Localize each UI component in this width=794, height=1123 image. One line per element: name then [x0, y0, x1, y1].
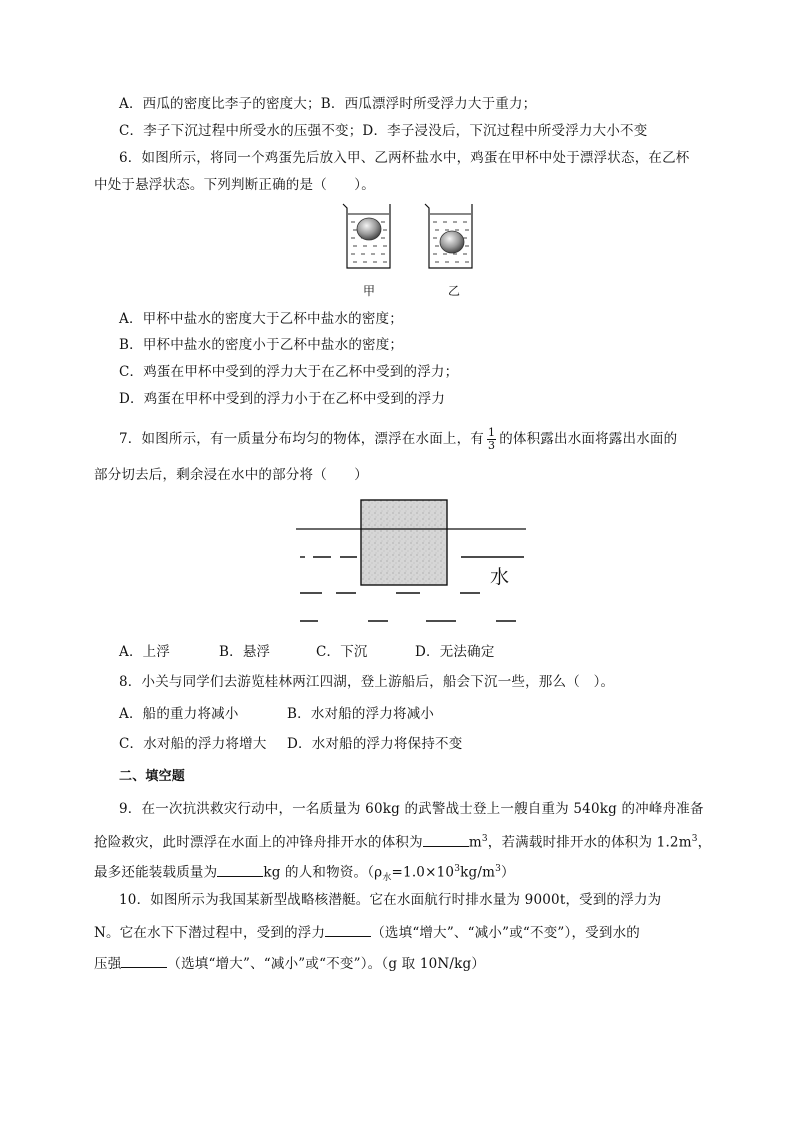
- water-label: 水: [490, 566, 510, 588]
- q7-floating-block-figure: [296, 494, 528, 628]
- q9-line3-text: 最多还能装载质量为: [94, 864, 218, 881]
- q9-line2-text: 抢险救灾，此时漂浮在水面上的冲锋舟排开水的体积为: [94, 834, 423, 851]
- q5-options-cd: C．李子下沉过程中所受水的压强不变；D．李子浸没后，下沉过程中所受浮力大小不变: [119, 123, 648, 139]
- beaker-yi: [425, 204, 472, 268]
- exponent: 3: [454, 864, 461, 874]
- exponent: 3: [495, 864, 502, 874]
- q7-option-b: B．悬浮: [219, 644, 271, 660]
- q7-stem-part2: 的体积露出水面将露出水面的: [499, 431, 678, 447]
- q6-beakers-figure: [335, 198, 485, 276]
- q7-stem-line1: [119, 427, 677, 452]
- fraction-denominator: 3: [488, 439, 496, 452]
- q10-line2-text: N。它在水下下潜过程中，受到的浮力: [94, 925, 326, 941]
- q9-line3-text-b: kg 的人和物资。（ρ: [263, 864, 383, 881]
- exponent: 3: [691, 834, 698, 844]
- q7-option-a: A．上浮: [119, 644, 171, 660]
- q9-line3-text-d: kg/m: [460, 864, 496, 881]
- q9-line3-text-e: ）: [501, 864, 515, 881]
- q6-option-d: D．鸡蛋在甲杯中受到的浮力小于在乙杯中受到的浮力: [119, 391, 446, 407]
- q8-options-row2: [119, 735, 463, 753]
- answer-blank[interactable]: [121, 953, 167, 968]
- q10-line2: [94, 922, 640, 942]
- q6-option-b: B．甲杯中盐水的密度小于乙杯中盐水的密度；: [119, 337, 404, 353]
- q6-option-a: A．甲杯中盐水的密度大于乙杯中盐水的密度；: [119, 311, 403, 327]
- beaker-jia: [343, 204, 390, 268]
- q8-option-c: C．水对船的浮力将增大: [119, 736, 267, 752]
- q8-option-a: A．船的重力将减小: [119, 706, 239, 722]
- q7-fraction: [487, 427, 496, 452]
- q8-options-row1: [119, 705, 435, 723]
- answer-blank[interactable]: [423, 832, 469, 847]
- q9-line3-text-c: =1.0×10: [391, 864, 455, 881]
- floating-block: [361, 500, 447, 585]
- q9-line2: [94, 830, 711, 852]
- q10-line3-text-b: （选填“增大”、“减小”或“不变”）。（g 取 10N/kg）: [167, 956, 486, 972]
- q8-stem: 8．小关与同学们去游览桂林两江四湖，登上游船后，船会下沉一些，那么（ ）。: [119, 674, 615, 690]
- answer-blank[interactable]: [325, 922, 371, 937]
- q7-options: [119, 643, 495, 661]
- unit-text: m: [468, 834, 482, 851]
- q6-option-c: C．鸡蛋在甲杯中受到的浮力大于在乙杯中受到的浮力；: [119, 364, 459, 380]
- exponent: 3: [481, 834, 488, 844]
- q10-line1: 10．如图所示为我国某新型战略核潜艇。它在水面航行时排水量为 9000t，受到的浮力为: [119, 892, 662, 908]
- fraction-numerator: 1: [488, 426, 496, 439]
- q9-line2-text-b: ，若满载时排开水的体积为 1.2m: [487, 834, 692, 851]
- q9-line1: 9．在一次抗洪救灾行动中，一名质量为 60kg 的武警战士登上一艘自重为 540kg 的冲峰舟准备: [119, 801, 704, 817]
- egg-yi: [440, 231, 464, 253]
- q9-line3: [94, 860, 515, 887]
- subscript-water: 水: [382, 873, 392, 884]
- q10-line2-text-b: （选填“增大”、“减小”或“不变”），受到水的: [371, 925, 640, 941]
- q5-options-ab: A．西瓜的密度比李子的密度大；B．西瓜漂浮时所受浮力大于重力；: [119, 96, 537, 112]
- q7-option-c: C．下沉: [316, 644, 368, 660]
- q10-line3-text: 压强: [94, 956, 122, 972]
- egg-jia: [357, 218, 381, 240]
- answer-blank[interactable]: [217, 862, 263, 877]
- q6-stem-line2: 中处于悬浮状态。下列判断正确的是（ ）。: [94, 177, 375, 193]
- q10-line3: [94, 953, 485, 973]
- q8-option-b: B．水对船的浮力将减小: [287, 706, 435, 722]
- section-title: 二、填空题: [119, 769, 186, 784]
- punctuation: ，: [697, 834, 712, 851]
- q7-stem-line2: 部分切去后，剩余浸在水中的部分将（ ）: [94, 467, 368, 483]
- q6-stem-line1: 6．如图所示，将同一个鸡蛋先后放入甲、乙两杯盐水中，鸡蛋在甲杯中处于漂浮状态，在乙杯: [119, 150, 690, 166]
- q7-option-d: D．无法确定: [415, 644, 495, 660]
- beaker-label-jia: 甲: [363, 284, 376, 298]
- q8-option-d: D．水对船的浮力将保持不变: [287, 736, 463, 752]
- q7-stem-part1: 7．如图所示，有一质量分布均匀的物体，漂浮在水面上，有: [119, 431, 484, 447]
- beaker-label-yi: 乙: [448, 284, 461, 298]
